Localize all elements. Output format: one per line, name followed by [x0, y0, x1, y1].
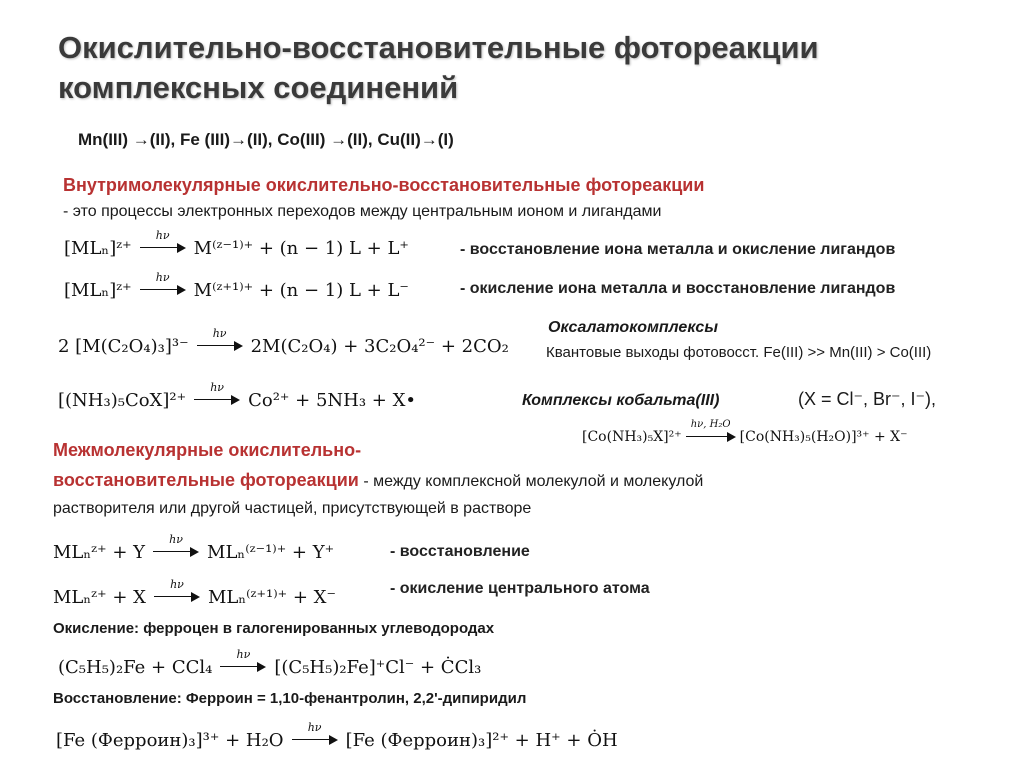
eq-left: (C₅H₅)₂Fe + CCl₄ — [58, 656, 213, 678]
intra-equation-3 — [58, 327, 509, 358]
intra-note-1: - восстановление иона металла и окисление лигандов — [460, 241, 896, 258]
ferrocene-label: Окисление: ферроцен в галогенированных углеводородах — [53, 620, 495, 637]
eq-left: [MLₙ]ᶻ⁺ — [64, 279, 132, 301]
eq-right: MLₙ⁽ᶻ⁻¹⁾⁺ + Y⁺ — [207, 541, 335, 563]
intra-equation-2 — [64, 271, 409, 302]
inter-note-2: - окисление центрального атома — [390, 580, 650, 597]
intra-equation-1 — [64, 229, 409, 260]
intra-heading: Внутримолекулярные окислительно-восстановительные фотореакции — [63, 175, 705, 195]
oxalato-text: Квантовые выходы фотовосст. Fe(III) >> Mn(III) > Co(III) — [546, 344, 932, 361]
inter-text-1: - между комплексной молекулой и молекулой — [358, 473, 704, 490]
inter-equation-1 — [53, 533, 335, 564]
arrow-label: hν — [155, 229, 170, 242]
eq-left: MLₙᶻ⁺ + X — [53, 586, 146, 608]
eq-left: [(NH₃)₅CoX]²⁺ — [58, 389, 187, 411]
reaction-arrow-icon — [140, 272, 186, 296]
eq-left: [Co(NH₃)₅X]²⁺ — [582, 429, 682, 445]
inter-heading-line-2 — [53, 470, 703, 491]
ferroin-label: Восстановление: Ферроин = 1,10-фенантролин, 2,2'-дипиридил — [53, 690, 527, 707]
eq-left: [Fe (Ферроин)₃]³⁺ + H₂O — [56, 729, 284, 751]
eq-right: Co²⁺ + 5NH₃ + X• — [248, 389, 417, 411]
intra-equation-4 — [58, 381, 417, 412]
arrow-label: hν — [170, 578, 184, 591]
arrow-label: hν — [307, 721, 322, 734]
arrow-label: hν — [236, 648, 251, 661]
reaction-arrow-icon — [140, 230, 186, 254]
eq-right: [Fe (Ферроин)₃]²⁺ + H⁺ + ȮH — [345, 729, 618, 751]
reaction-arrow-icon — [154, 579, 200, 603]
oxidation-states: Mn(III) →(II), Fe (III)→(II), Co(III) →(II), Cu(II)→(I) — [78, 130, 454, 149]
inter-heading-1: Межмолекулярные окислительно- — [53, 440, 362, 460]
inter-text-2: растворителя или другой частицей, присутствующей в растворе — [53, 500, 532, 517]
inter-heading-2: восстановительные фотореакции — [53, 470, 359, 490]
arrow-label: hν — [155, 271, 170, 284]
intra-definition: - это процессы электронных переходов между центральным ионом и лигандами — [63, 203, 662, 220]
reaction-arrow-icon — [153, 534, 199, 558]
ferrocene-equation — [58, 648, 482, 679]
eq-right: [Co(NH₃)₅(H₂O)]³⁺ + X⁻ — [739, 429, 908, 445]
title-line-1: Окислительно-восстановительные фотореакции — [58, 30, 819, 65]
cobalt-title: Комплексы кобальта(III) — [522, 392, 720, 409]
reaction-arrow-icon — [197, 328, 243, 352]
eq-right: [(C₅H₅)₂Fe]⁺Cl⁻ + ĊCl₃ — [274, 656, 482, 678]
oxalato-title: Оксалатокомплексы — [548, 319, 718, 336]
slide-title — [58, 28, 819, 108]
eq-right: MLₙ⁽ᶻ⁺¹⁾⁺ + X⁻ — [207, 586, 336, 608]
arrow-label: hν — [210, 381, 224, 394]
ferroin-equation — [56, 721, 618, 752]
reaction-arrow-icon — [194, 382, 240, 406]
inter-equation-2 — [53, 578, 336, 609]
eq-right: M⁽ᶻ⁺¹⁾⁺ + (n − 1) L + L⁻ — [193, 279, 409, 301]
reaction-arrow-icon — [292, 722, 338, 746]
eq-left: MLₙᶻ⁺ + Y — [53, 541, 146, 563]
eq-right: 2M(C₂O₄) + 3C₂O₄²⁻ + 2CO₂ — [250, 335, 509, 357]
eq-right: M⁽ᶻ⁻¹⁾⁺ + (n − 1) L + L⁺ — [193, 237, 409, 259]
arrow-label: hν, H₂O — [690, 419, 731, 430]
cobalt-x-list: (X = Cl⁻, Br⁻, I⁻), — [798, 389, 937, 409]
intra-equation-5 — [582, 419, 908, 449]
eq-left: [MLₙ]ᶻ⁺ — [64, 237, 132, 259]
intra-note-2: - окисление иона металла и восстановление лигандов — [460, 280, 896, 297]
eq-left: 2 [M(C₂O₄)₃]³⁻ — [58, 335, 189, 357]
arrow-label: hν — [169, 533, 183, 546]
title-line-2: комплексных соединений — [58, 70, 459, 105]
inter-note-1: - восстановление — [390, 543, 530, 560]
reaction-arrow-icon — [686, 419, 736, 443]
arrow-label: hν — [212, 327, 227, 340]
reaction-arrow-icon — [220, 649, 266, 673]
